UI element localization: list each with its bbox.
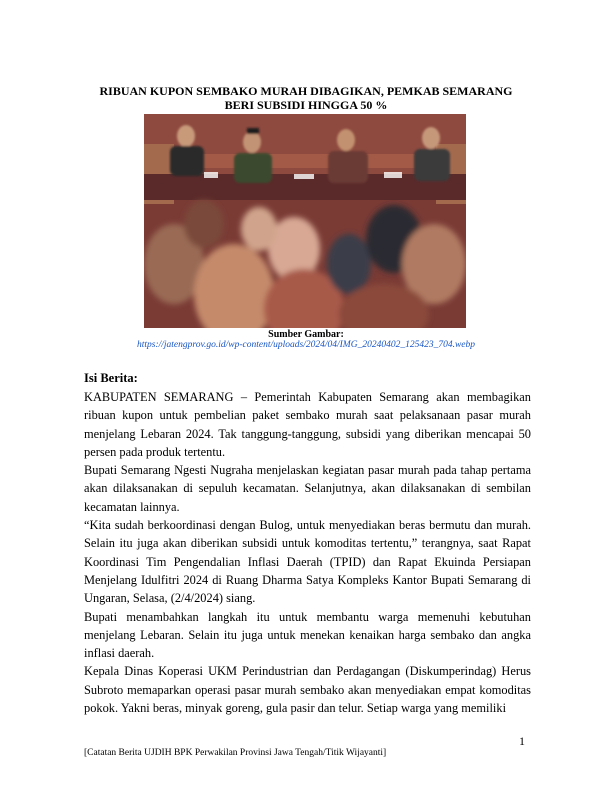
paragraph-2: Bupati Semarang Ngesti Nugraha menjelaskan kegiatan pasar murah pada tahap pertama akan dilaksanakan di sepuluh kecamatan. Selanjutnya, akan dilaksanakan di sembilan kecamatan lainnya. [84, 463, 531, 514]
image-caption [100, 329, 512, 351]
article-title [70, 84, 542, 112]
page-number: 1 [519, 734, 525, 748]
article-body [84, 388, 531, 717]
paragraph-4: Bupati menambahkan langkah itu untuk membantu warga memenuhi kebutuhan menjelang Lebaran. Selain itu juga untuk menekan kenaikan harga sembako dan angka inflasi daerah. [84, 609, 531, 661]
meeting-photo [144, 114, 466, 328]
caption-source-link[interactable]: https://jatengprov.go.id/wp-content/uploads/2024/04/IMG_20240402_125423_704.webp [136, 340, 476, 350]
paragraph-5: Kepala Dinas Koperasi UKM Perindustrian dan Perdagangan (Diskumperindag) Herus Subroto memaparkan operasi pasar murah sembako akan menyediakan empat komoditas pokok. Yakni beras, minyak goreng, gula pasir dan telur. Setiap warga yang memiliki [84, 664, 531, 716]
section-label: Isi Berita: [84, 371, 138, 385]
paragraph-3: “Kita sudah berkoordinasi dengan Bulog, untuk menyediakan beras bermutu dan murah. Selain itu juga akan diberikan subsidi untuk komoditas tertentu,” terangnya, saat Rapat Koordinasi Tim Pengendalian Inflasi Daerah (TPID) dan Rapat Ekuinda Persiapan Menjelang Idulfitri 2024 di Ruang Dharma Satya Kompleks Kantor Bupati Semarang di Ungaran, Selasa, (2/4/2024) siang. [84, 518, 531, 606]
meeting-photo-illustration [144, 114, 466, 328]
caption-label: Sumber Gambar: [268, 329, 344, 340]
paragraph-1: KABUPATEN SEMARANG – Pemerintah Kabupaten Semarang akan membagikan ribuan kupon untuk pembelian paket sembako murah saat pelaksanaan pasar murah menjelang Lebaran 2024. Tak tanggung-tanggung, subsidi yang diberikan mencapai 50 persen pada produk tertentu. [84, 390, 531, 459]
title-line-2: BERI SUBSIDI HINGGA 50 % [224, 98, 388, 112]
title-line-1: RIBUAN KUPON SEMBAKO MURAH DIBAGIKAN, PEMKAB SEMARANG [99, 84, 513, 98]
footer-note: [Catatan Berita UJDIH BPK Perwakilan Provinsi Jawa Tengah/Titik Wijayanti] [84, 748, 387, 758]
